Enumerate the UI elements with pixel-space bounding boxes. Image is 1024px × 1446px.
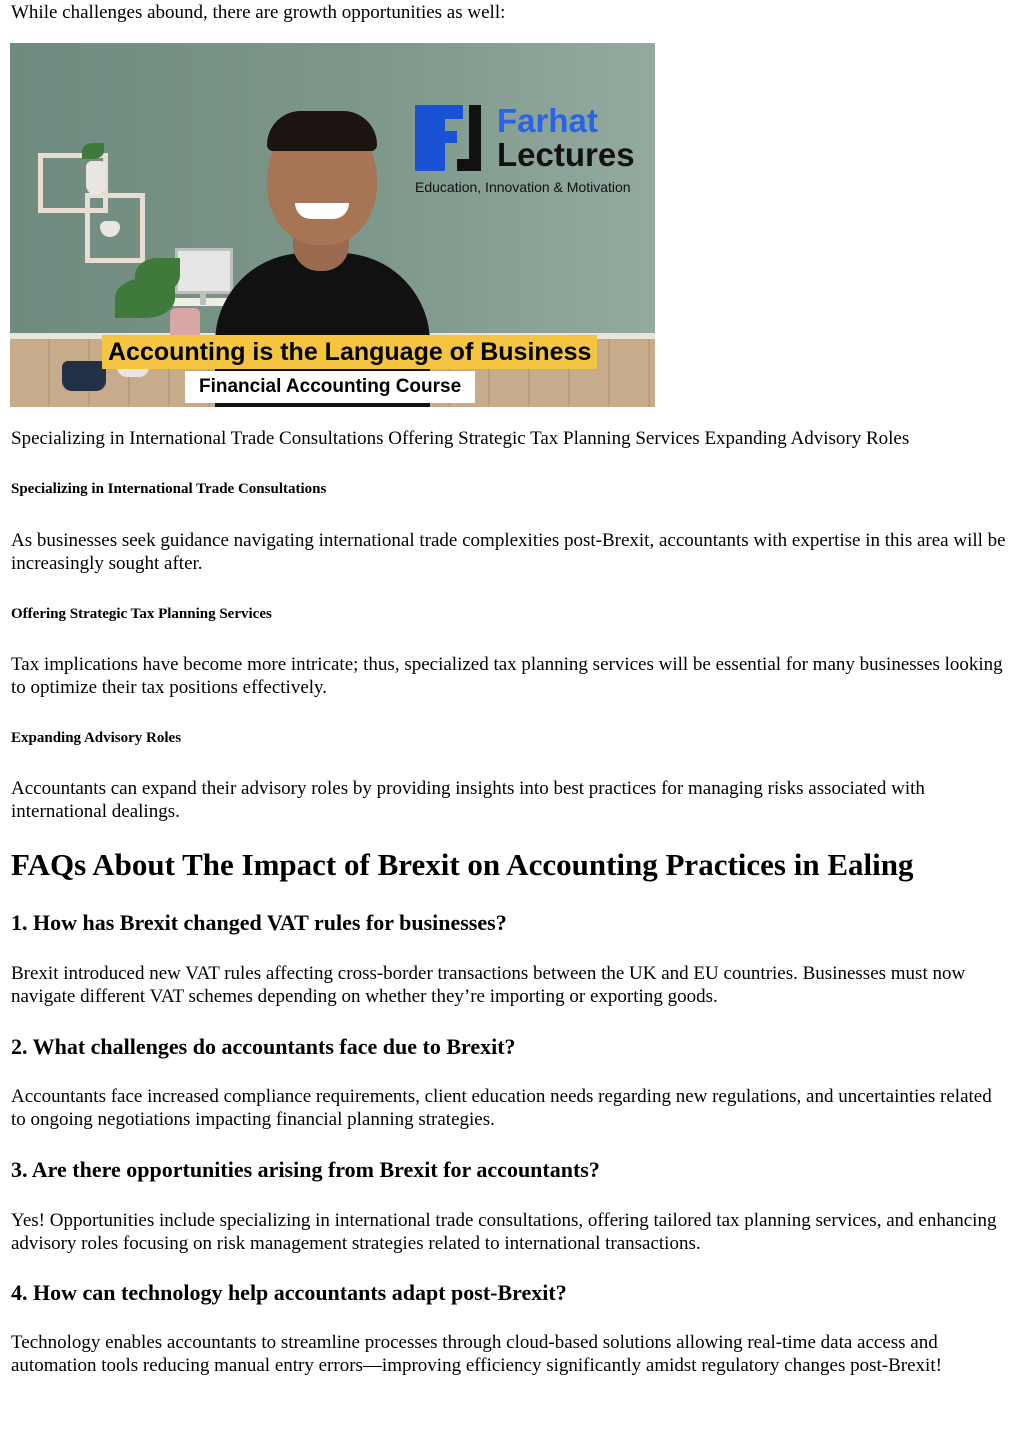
section-body: Accountants can expand their advisory roles by providing insights into best practices for managing risks associated with international dealings. bbox=[11, 778, 925, 822]
section-heading: Expanding Advisory Roles bbox=[11, 730, 182, 746]
faq-question: 2. What challenges do accountants face due to Brexit? bbox=[11, 1034, 516, 1059]
image-caption: Specializing in International Trade Consultations Offering Strategic Tax Planning Services Expanding Advisory Roles bbox=[11, 428, 910, 449]
plant-leaf bbox=[82, 143, 104, 159]
faq-question: 3. Are there opportunities arising from Brexit for accountants? bbox=[11, 1157, 600, 1182]
section-body: Tax implications have become more intricate; thus, specialized tax planning services will be essential for many businesses looking to optimize their tax positions effectively. bbox=[11, 654, 1003, 698]
basket bbox=[62, 361, 106, 391]
faq-question: 4. How can technology help accountants adapt post-Brexit? bbox=[11, 1280, 567, 1305]
faq-answer: Yes! Opportunities include specializing in international trade consultations, offering tailored tax planning services, and enhancing advisory roles focusing on risk management strategies related to international transactions. bbox=[11, 1210, 997, 1254]
logo-mark-icon bbox=[415, 105, 445, 171]
faq-question: 1. How has Brexit changed VAT rules for businesses? bbox=[11, 910, 507, 935]
thumbnail-banner-sub: Financial Accounting Course bbox=[185, 371, 475, 403]
plant-leaf bbox=[135, 258, 180, 293]
faq-answer: Brexit introduced new VAT rules affecting cross-border transactions between the UK and EU countries. Businesses must now navigate different VAT schemes depending on whether they’re importing or exporting goods. bbox=[11, 963, 966, 1007]
faq-title: FAQs About The Impact of Brexit on Accounting Practices in Ealing bbox=[11, 847, 914, 882]
section-heading: Specializing in International Trade Consultations bbox=[11, 481, 327, 497]
section-heading: Offering Strategic Tax Planning Services bbox=[11, 606, 272, 622]
faq-answer: Accountants face increased compliance requirements, client education needs regarding new regulations, and uncertainties related to ongoing negotiations impacting financial planning strategies. bbox=[11, 1086, 992, 1130]
faq-answer: Technology enables accountants to streamline processes through cloud-based solutions allowing real-time data access and automation tools reducing manual entry errors—improving efficiency significantly amidst regulatory changes post-Brexit! bbox=[11, 1332, 942, 1376]
intro-text: While challenges abound, there are growth opportunities as well: bbox=[11, 2, 506, 23]
course-thumbnail-image bbox=[10, 43, 655, 407]
thumbnail-banner-main: Accounting is the Language of Business bbox=[102, 335, 597, 369]
vase bbox=[86, 161, 106, 195]
section-body: As businesses seek guidance navigating international trade complexities post-Brexit, accountants with expertise in this area will be increasingly sought after. bbox=[11, 530, 1006, 574]
farhat-lectures-logo: Farhat Lectures Education, Innovation & Motivation bbox=[415, 102, 635, 195]
